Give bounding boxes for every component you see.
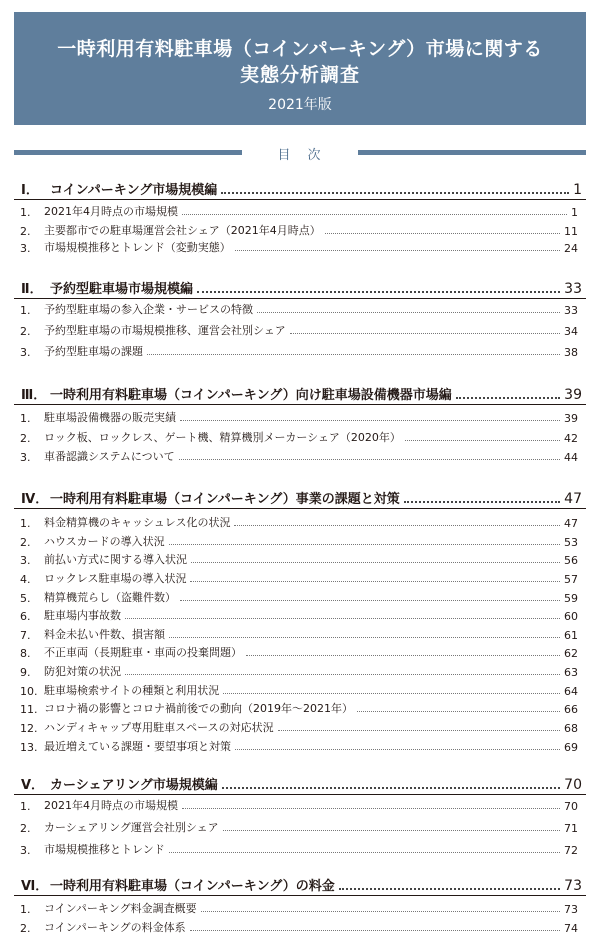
toc-item-number: 3.	[20, 242, 31, 255]
toc-item-page: 71	[564, 822, 578, 835]
toc-section-leader	[222, 787, 560, 789]
toc-section-title: カーシェアリング市場規模編	[50, 778, 218, 793]
toc-item-page: 60	[564, 610, 578, 623]
toc-item-number: 2.	[20, 536, 31, 549]
report-title-banner	[14, 12, 586, 125]
toc-section-leader	[197, 291, 560, 293]
toc-item-title: 駐車場内事故数	[44, 609, 121, 622]
toc-item-title: ハウスカードの導入状況	[44, 535, 165, 548]
toc-item-leader	[278, 730, 560, 731]
toc-item-page: 59	[564, 592, 578, 605]
toc-item-title: コロナ禍の影響とコロナ禍前後での動向（2019年～2021年）	[44, 702, 353, 715]
toc-section-row	[0, 385, 600, 403]
toc-item-leader	[223, 693, 560, 694]
toc-item-number: 9.	[20, 666, 31, 679]
toc-item-page: 44	[564, 451, 578, 464]
toc-section-row	[0, 489, 600, 507]
toc-section-page: 70	[564, 777, 582, 793]
toc-item-page: 70	[564, 800, 578, 813]
toc-item-title: 市場規模推移とトレンド	[44, 843, 165, 856]
toc-section-title: 予約型駐車場市場規模編	[50, 282, 194, 297]
toc-item-number: 3.	[20, 451, 31, 464]
toc-item-page: 74	[564, 922, 578, 935]
toc-item-title: 料金未払い件数、損害額	[44, 628, 165, 641]
toc-item-row	[0, 842, 600, 857]
toc-heading-bar-left	[14, 150, 242, 155]
toc-item-title: 駐車場検索サイトの種類と利用状況	[44, 684, 220, 697]
toc-item-number: 2.	[20, 922, 31, 935]
toc-item-leader	[169, 852, 560, 853]
toc-section-page: 39	[564, 387, 582, 403]
toc-item-page: 62	[564, 647, 578, 660]
toc-section-underline	[14, 895, 586, 896]
toc-item-number: 2.	[20, 432, 31, 445]
toc-item-leader	[405, 440, 560, 441]
toc-item-leader	[125, 674, 560, 675]
toc-item-row	[0, 323, 600, 338]
toc-item-title: カーシェアリング運営会社別シェア	[44, 821, 219, 834]
toc-item-leader	[169, 544, 560, 545]
toc-item-page: 34	[564, 325, 578, 338]
toc-item-page: 24	[564, 242, 578, 255]
toc-section-leader	[221, 192, 569, 194]
toc-item-number: 6.	[20, 610, 31, 623]
toc-item-number: 12.	[20, 722, 38, 735]
toc-item-leader	[325, 233, 560, 234]
toc-item-leader	[234, 525, 560, 526]
toc-section-page: 73	[564, 878, 582, 894]
toc-item-row	[0, 515, 600, 530]
toc-item-row	[0, 344, 600, 359]
toc-item-title: 駐車場設備機器の販売実績	[44, 411, 176, 424]
toc-item-title: 予約型駐車場の市場規模推移、運営会社別シェア	[44, 324, 286, 337]
toc-item-row	[0, 204, 600, 219]
toc-item-row	[0, 664, 600, 679]
toc-item-page: 42	[564, 432, 578, 445]
toc-section-page: 47	[564, 491, 582, 507]
toc-section-row	[0, 279, 600, 297]
toc-item-row	[0, 901, 600, 916]
toc-item-number: 2.	[20, 325, 31, 338]
toc-item-title: 不正車両（長期駐車・車両の投棄問題）	[44, 646, 242, 659]
toc-section-underline	[14, 508, 586, 509]
toc-item-page: 66	[564, 703, 578, 716]
toc-heading	[14, 144, 586, 162]
toc-item-title: 車番認識システムについて	[44, 450, 175, 463]
toc-section-number: Ⅵ．	[21, 879, 49, 894]
toc-item-row	[0, 534, 600, 549]
toc-section-leader	[456, 397, 560, 399]
toc-item-number: 3.	[20, 554, 31, 567]
toc-section-page: 1	[573, 182, 582, 198]
toc-item-leader	[235, 250, 560, 251]
toc-item-leader	[357, 711, 560, 712]
toc-item-number: 13.	[20, 741, 38, 754]
toc-section-underline	[14, 199, 586, 200]
toc-item-leader	[182, 808, 560, 809]
toc-item-title: 前払い方式に関する導入状況	[44, 553, 187, 566]
toc-item-row	[0, 240, 600, 255]
toc-item-leader	[246, 655, 560, 656]
toc-item-leader	[147, 354, 560, 355]
toc-item-leader	[190, 930, 560, 931]
toc-item-number: 7.	[20, 629, 31, 642]
toc-item-page: 39	[564, 412, 578, 425]
toc-item-number: 1.	[20, 903, 31, 916]
toc-heading-bar-right	[358, 150, 586, 155]
toc-item-title: 料金精算機のキャッシュレス化の状況	[44, 516, 231, 529]
toc-item-page: 72	[564, 844, 578, 857]
toc-section-number: Ⅰ．	[21, 183, 39, 198]
toc-item-row	[0, 701, 600, 716]
toc-item-number: 8.	[20, 647, 31, 660]
toc-section-title: 一時利用有料駐車場（コインパーキング）事業の課題と対策	[50, 492, 400, 507]
toc-item-title: 防犯対策の状況	[44, 665, 121, 678]
toc-heading-title: 目 次	[277, 148, 323, 163]
toc-item-leader	[223, 830, 560, 831]
toc-section-underline	[14, 794, 586, 795]
toc-item-number: 1.	[20, 206, 31, 219]
toc-item-number: 5.	[20, 592, 31, 605]
toc-item-page: 63	[564, 666, 578, 679]
toc-section-number: Ⅱ．	[21, 282, 43, 297]
toc-item-row	[0, 571, 600, 586]
toc-item-row	[0, 449, 600, 464]
toc-item-row	[0, 720, 600, 735]
toc-item-leader	[125, 618, 560, 619]
toc-section-title: 一時利用有料駐車場（コインパーキング）向け駐車場設備機器市場編	[50, 388, 452, 403]
toc-section-leader	[339, 888, 560, 890]
toc-section-page: 33	[564, 281, 582, 297]
toc-item-row	[0, 645, 600, 660]
toc-item-row	[0, 410, 600, 425]
toc-section-row	[0, 775, 600, 793]
toc-item-row	[0, 223, 600, 238]
toc-item-page: 1	[571, 206, 578, 219]
toc-item-page: 53	[564, 536, 578, 549]
report-edition: 2021年版	[268, 97, 332, 113]
toc-item-leader	[190, 581, 560, 582]
toc-item-page: 47	[564, 517, 578, 530]
toc-item-number: 10.	[20, 685, 38, 698]
toc-item-title: ハンディキャップ専用駐車スペースの対応状況	[44, 721, 274, 734]
toc-item-title: 2021年4月時点の市場規模	[44, 799, 178, 812]
toc-item-title: コインパーキングの料金体系	[44, 921, 186, 934]
toc-item-page: 38	[564, 346, 578, 359]
toc-item-row	[0, 302, 600, 317]
toc-item-title: 主要都市での駐車場運営会社シェア（2021年4月時点）	[44, 224, 321, 237]
toc-item-number: 4.	[20, 573, 31, 586]
toc-item-title: 精算機荒らし（盗難件数）	[44, 591, 176, 604]
toc-item-number: 1.	[20, 304, 31, 317]
toc-item-number: 1.	[20, 800, 31, 813]
toc-item-row	[0, 430, 600, 445]
toc-section-number: Ⅴ．	[21, 778, 45, 793]
toc-item-page: 68	[564, 722, 578, 735]
toc-item-title: 2021年4月時点の市場規模	[44, 205, 178, 218]
toc-item-row	[0, 590, 600, 605]
toc-item-title: コインパーキング料金調査概要	[44, 902, 197, 915]
toc-item-page: 57	[564, 573, 578, 586]
toc-item-page: 56	[564, 554, 578, 567]
toc-item-page: 69	[564, 741, 578, 754]
toc-item-title: ロックレス駐車場の導入状況	[44, 572, 187, 585]
toc-item-leader	[235, 749, 560, 750]
toc-item-row	[0, 608, 600, 623]
toc-item-title: ロック板、ロックレス、ゲート機、精算機別メーカーシェア（2020年）	[44, 431, 401, 444]
toc-item-row	[0, 920, 600, 935]
toc-item-row	[0, 798, 600, 813]
toc-item-leader	[169, 637, 560, 638]
toc-item-leader	[180, 600, 560, 601]
toc-item-number: 3.	[20, 844, 31, 857]
toc-item-leader	[257, 312, 560, 313]
toc-item-row	[0, 683, 600, 698]
toc-item-row	[0, 552, 600, 567]
toc-item-page: 64	[564, 685, 578, 698]
toc-section-underline	[14, 404, 586, 405]
toc-item-leader	[179, 459, 560, 460]
toc-section-title: 一時利用有料駐車場（コインパーキング）の料金	[50, 879, 335, 894]
toc-section-row	[0, 180, 600, 198]
toc-item-number: 11.	[20, 703, 38, 716]
toc-section-leader	[404, 501, 560, 503]
toc-item-title: 予約型駐車場の参入企業・サービスの特徴	[44, 303, 253, 316]
toc-item-title: 最近増えている課題・要望事項と対策	[44, 740, 231, 753]
toc-item-number: 3.	[20, 346, 31, 359]
toc-item-number: 1.	[20, 412, 31, 425]
toc-item-number: 1.	[20, 517, 31, 530]
report-title-line2: 実態分析調査	[239, 64, 360, 86]
toc-item-row	[0, 627, 600, 642]
toc-item-number: 2.	[20, 225, 31, 238]
toc-item-title: 市場規模推移とトレンド（変動実態）	[44, 241, 231, 254]
toc-item-page: 33	[564, 304, 578, 317]
toc-item-leader	[290, 333, 560, 334]
toc-item-row	[0, 820, 600, 835]
toc-item-page: 73	[564, 903, 578, 916]
toc-item-number: 2.	[20, 822, 31, 835]
report-title-line1: 一時利用有料駐車場（コインパーキング）市場に関する	[57, 38, 543, 60]
toc-item-page: 61	[564, 629, 578, 642]
toc-section-number: Ⅳ．	[21, 492, 49, 507]
toc-section-underline	[14, 298, 586, 299]
toc-item-leader	[201, 911, 560, 912]
toc-item-row	[0, 739, 600, 754]
toc-section-number: Ⅲ．	[21, 388, 47, 403]
toc-item-leader	[182, 214, 567, 215]
toc-item-leader	[191, 562, 560, 563]
toc-item-page: 11	[564, 225, 578, 238]
toc-section-row	[0, 876, 600, 894]
toc-section-title: コインパーキング市場規模編	[50, 183, 218, 198]
toc-item-leader	[180, 420, 560, 421]
toc-item-title: 予約型駐車場の課題	[44, 345, 143, 358]
